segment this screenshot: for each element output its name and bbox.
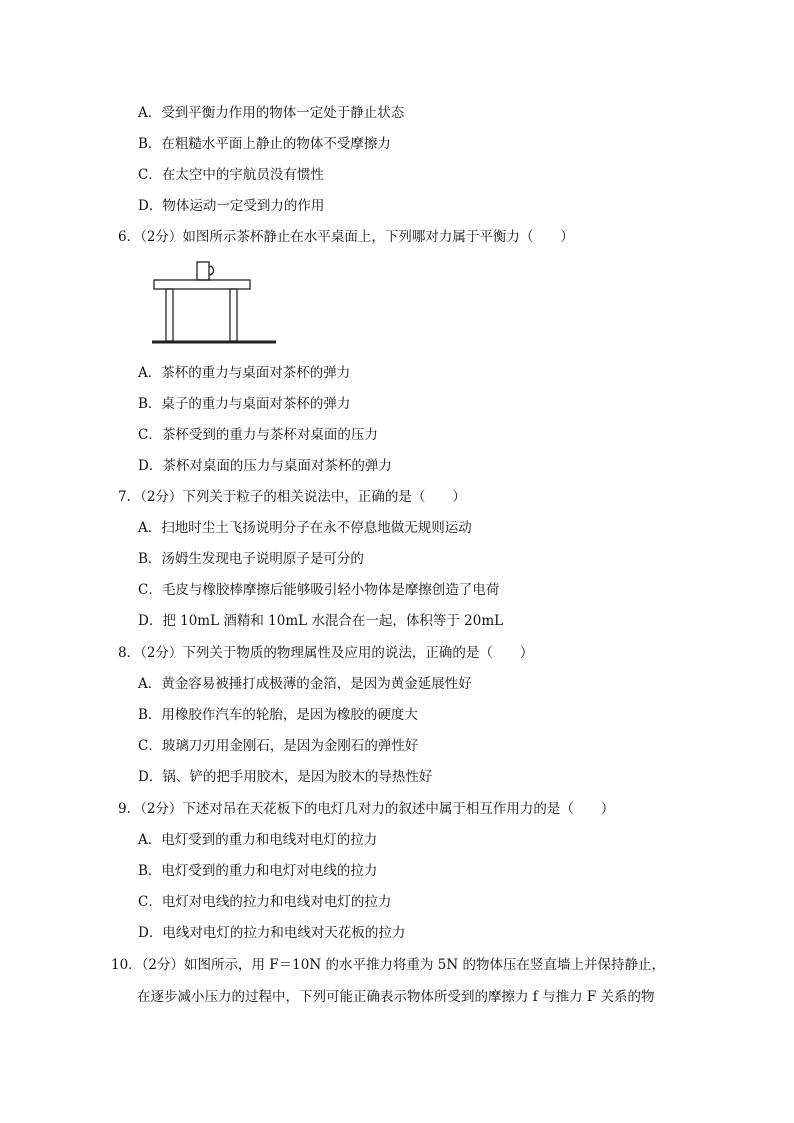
- q8-option-c: C．玻璃刀刃用金刚石，是因为金刚石的弹性好: [138, 738, 419, 754]
- teacup-handle: [209, 266, 214, 275]
- q7-option-d: D．把 10mL 酒精和 10mL 水混合在一起，体积等于 20mL: [138, 613, 504, 629]
- q7-stem: 7．（2分）下列关于粒子的相关说法中，正确的是（ ）: [118, 489, 466, 505]
- teacup-shape: [197, 262, 209, 280]
- q9-option-d: D．电线对电灯的拉力和电线对天花板的拉力: [138, 925, 406, 941]
- table-top: [154, 280, 250, 289]
- q9-option-c: C．电灯对电线的拉力和电线对电灯的拉力: [138, 894, 392, 910]
- q8-option-a: A．黄金容易被捶打成极薄的金箔，是因为黄金延展性好: [138, 676, 472, 692]
- q9-option-a: A．电灯受到的重力和电线对电灯的拉力: [138, 832, 378, 848]
- q8-option-b: B．用橡胶作汽车的轮胎，是因为橡胶的硬度大: [138, 707, 418, 723]
- q6-stem: 6．（2分）如图所示茶杯静止在水平桌面上，下列哪对力属于平衡力（ ）: [118, 229, 574, 245]
- q6-option-d: D．茶杯对桌面的压力与桌面对茶杯的弹力: [138, 458, 392, 474]
- q7-option-c: C．毛皮与橡胶棒摩擦后能够吸引轻小物体是摩擦创造了电荷: [138, 582, 500, 598]
- q9-stem: 9．（2分）下述对吊在天花板下的电灯几对力的叙述中属于相互作用力的是（ ）: [118, 801, 615, 817]
- q10-stem-line2: 在逐步减小压力的过程中，下列可能正确表示物体所受到的摩擦力 f 与推力 F 关系的物: [137, 989, 655, 1005]
- q8-option-d: D．锅、铲的把手用胶木，是因为胶木的导热性好: [138, 769, 433, 785]
- q7-option-a: A．扫地时尘土飞扬说明分子在永不停息地做无规则运动: [138, 520, 472, 536]
- teacup-on-table-figure: [152, 258, 278, 348]
- q6-option-a: A．茶杯的重力与桌面对茶杯的弹力: [138, 365, 351, 381]
- q5-option-a: A．受到平衡力作用的物体一定处于静止状态: [138, 105, 405, 121]
- q6-option-b: B．桌子的重力与桌面对茶杯的弹力: [138, 396, 351, 412]
- q8-stem: 8．（2分）下列关于物质的物理属性及应用的说法，正确的是（ ）: [118, 645, 534, 661]
- q7-option-b: B．汤姆生发现电子说明原子是可分的: [138, 551, 364, 567]
- q10-stem-line1: 10．（2分）如图所示，用 F＝10N 的水平推力将重为 5N 的物体压在竖直墙上并保持静止，: [111, 957, 665, 973]
- table-leg-left: [166, 289, 173, 341]
- table-leg-right: [230, 289, 237, 341]
- q5-option-b: B．在粗糙水平面上静止的物体不受摩擦力: [138, 136, 391, 152]
- q9-option-b: B．电灯受到的重力和电灯对电线的拉力: [138, 863, 378, 879]
- q6-option-c: C．茶杯受到的重力与茶杯对桌面的压力: [138, 427, 378, 443]
- q5-option-c: C．在太空中的宇航员没有惯性: [138, 167, 324, 183]
- q5-option-d: D．物体运动一定受到力的作用: [138, 198, 325, 214]
